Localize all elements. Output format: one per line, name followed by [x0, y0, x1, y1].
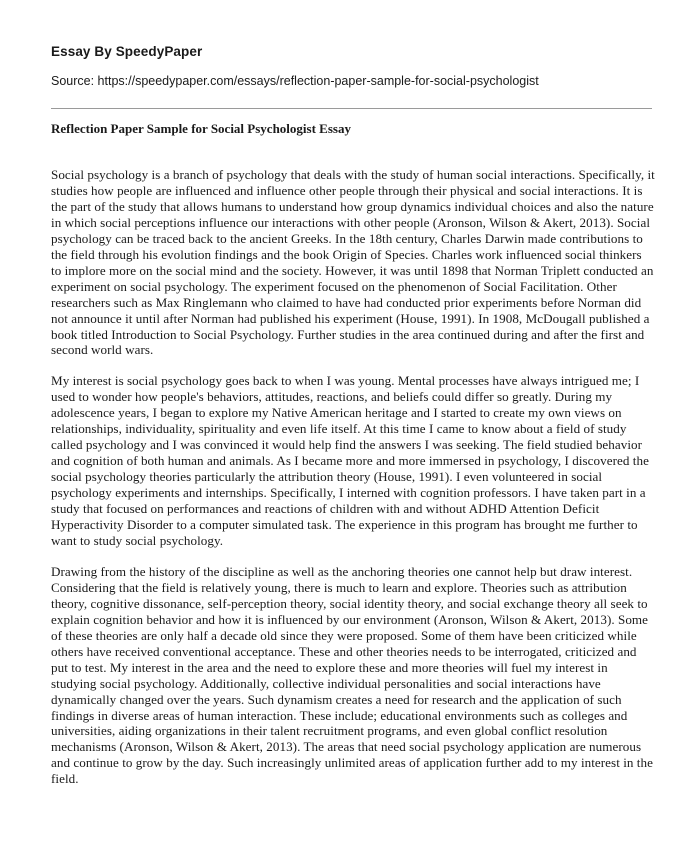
paragraph-1: Social psychology is a branch of psychology that deals with the study of human social interactions. Specifically, it studies how people are influenced and influence other people through their physical and social interactions. It is the part of the study that allows humans to understand how group dynamics individual choices and also the nature in which social perceptions influence our interactions with other people (Aronson, Wilson & Akert, 2013). Social psychology can be traced back to the ancient Greeks. In the 18th century, Charles Darwin made contributions to the field through his evolution findings and the book Origin of Species. Charles work influenced social thinkers to implore more on the social mind and the society. However, it was until 1898 that Norman Triplett conducted an experiment on social psychology. The experiment focused on the phenomenon of Social Facilitation. Other researchers such as Max Ringlemann who claimed to have had conducted prior experiments before Norman did not announce it until after Norman had published his experiment (House, 1991). In 1908, McDougall published a book titled Introduction to Social Psychology. Further studies in the area continued during and after the first and second world wars.: [51, 167, 655, 358]
header-divider: [51, 108, 652, 109]
essay-title: Reflection Paper Sample for Social Psychologist Essay: [51, 121, 351, 136]
source-line: Source: https://speedypaper.com/essays/reflection-paper-sample-for-social-psychologist: [51, 74, 539, 88]
paragraph-3: Drawing from the history of the discipline as well as the anchoring theories one cannot help but draw interest. Considering that the field is relatively young, there is much to learn and explore. Theories such as attribution theory, cognitive dissonance, self-perception theory, social identity theory, and social exchange theory all seek to explain cognition behavior and how it is influenced by our environment (Aronson, Wilson & Akert, 2013). Some of these theories are only half a decade old since they were proposed. Some of them have been criticized while others have received conventional acceptance. These and other theories needs to be interrogated, criticized and put to test. My interest in the area and the need to explore these and more theories will fuel my interest in studying social psychology. Additionally, collective individual personalities and social interactions have dynamically changed over the years. Such dynamism creates a need for research and the application of such findings in diverse areas of human interaction. These include; educational environments such as colleges and universities, aiding organizations in their talent recruitment programs, and even global conflict resolution mechanisms (Aronson, Wilson & Akert, 2013). The areas that need social psychology application are numerous and continue to grow by the day. Such increasingly unlimited areas of application further add to my interest in the field.: [51, 563, 653, 787]
essay-body: [51, 167, 655, 802]
brand-heading: Essay By SpeedyPaper: [51, 44, 203, 59]
paragraph-2: My interest is social psychology goes back to when I was young. Mental processes have always intrigued me; I used to wonder how people's behaviors, attitudes, reactions, and beliefs could differ so greatly. During my adolescence years, I began to explore my Native American heritage and I started to create my own views on relationships, individuality, spirituality and even life itself. At this time I came to know about a field of study called psychology and I was convinced it would help find the answers I was seeking. The field studied behavior and cognition of both human and animals. As I became more and more immersed in psychology, I discovered the social psychology theories particularly the attribution theory (House, 1991). I even volunteered in social psychology experiments and internships. Specifically, I interned with cognition professors. I have taken part in a study that focused on performances and reactions of children with and without ADHD Attention Deficit Hyperactivity Disorder to a computer simulated task. The experience in this program has brought me further to want to study social psychology.: [51, 373, 649, 548]
